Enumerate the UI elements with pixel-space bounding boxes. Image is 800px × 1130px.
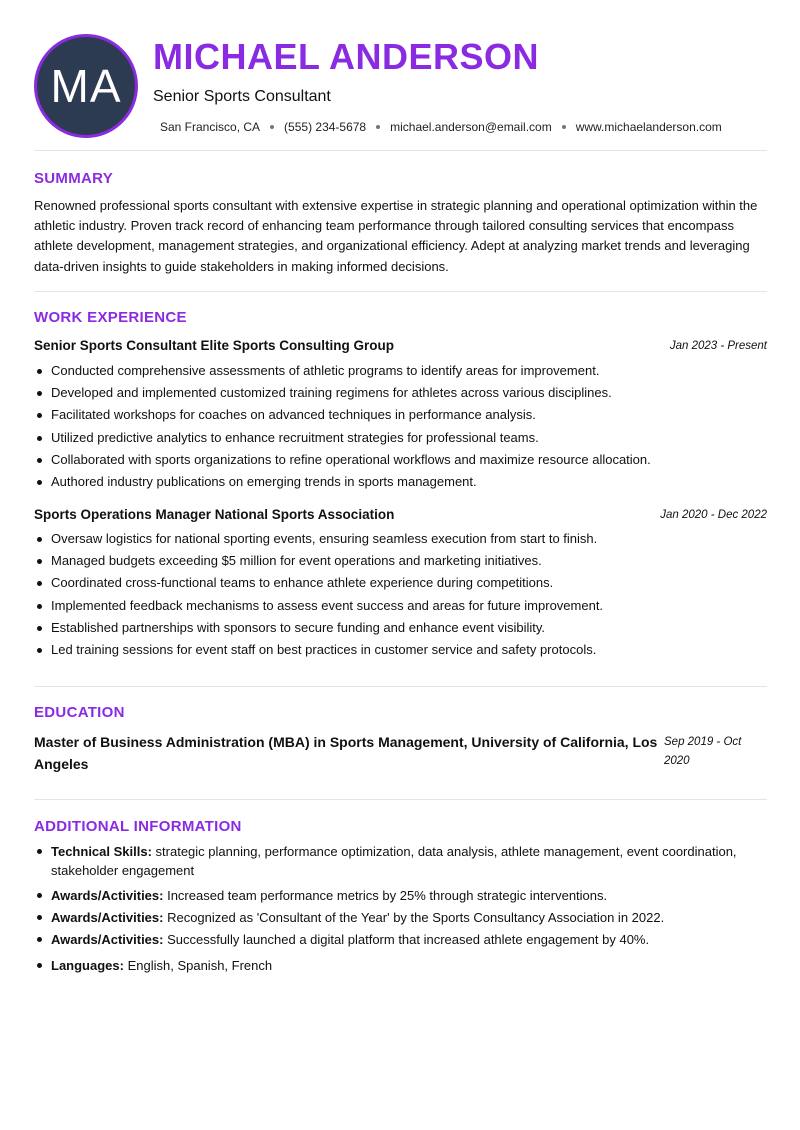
list-item: Authored industry publications on emerging trends in sports management. bbox=[34, 471, 767, 493]
summary-text: Renowned professional sports consultant with extensive expertise in strategic planning and operational optimization within the athletic industry. Proven track record of enhancing team performance through tailored consulting services that encompass athlete development, management strategies, and organizational efficiency. Adept at analyzing market trends and leveraging data-driven insights to guide stakeholders in making informed decisions. bbox=[34, 198, 758, 274]
separator-dot bbox=[562, 125, 566, 129]
education-date: Sep 2019 - Oct 2020 bbox=[664, 736, 742, 767]
education-heading: EDUCATION bbox=[34, 704, 125, 721]
separator-dot bbox=[270, 125, 274, 129]
list-item: Implemented feedback mechanisms to assess event success and areas for future improvement. bbox=[34, 595, 767, 617]
list-item: Coordinated cross-functional teams to enhance athlete experience during competitions. bbox=[34, 572, 767, 594]
info-value: Recognized as 'Consultant of the Year' by the Sports Consultancy Association in 2022. bbox=[163, 910, 665, 925]
list-item: Managed budgets exceeding $5 million for event operations and marketing initiatives. bbox=[34, 550, 767, 572]
list-item: Led training sessions for event staff on best practices in customer service and safety protocols. bbox=[34, 639, 767, 661]
contact-line bbox=[160, 120, 722, 134]
contact-phone: (555) 234-5678 bbox=[284, 120, 367, 134]
list-item: Developed and implemented customized training regimens for athletes across various disciplines. bbox=[34, 382, 767, 404]
info-key: Technical Skills: bbox=[51, 844, 152, 859]
additional-info-list bbox=[34, 842, 767, 975]
resume-header bbox=[0, 0, 800, 150]
info-value: English, Spanish, French bbox=[123, 958, 273, 973]
work-experience-heading: WORK EXPERIENCE bbox=[34, 309, 187, 326]
contact-location: San Francisco, CA bbox=[160, 120, 261, 134]
separator-dot bbox=[376, 125, 380, 129]
contact-email[interactable]: michael.anderson@email.com bbox=[390, 120, 552, 134]
info-value: Successfully launched a digital platform that increased athlete engagement by 40%. bbox=[163, 932, 650, 947]
list-item bbox=[34, 930, 767, 956]
list-item: Facilitated workshops for coaches on advanced techniques in performance analysis. bbox=[34, 404, 767, 426]
section-divider bbox=[34, 799, 767, 800]
job-bullets bbox=[34, 360, 767, 493]
section-divider bbox=[34, 150, 767, 151]
job-title: Senior Sports Consultant Elite Sports Consulting Group bbox=[34, 338, 395, 353]
section-divider bbox=[34, 686, 767, 687]
info-key: Awards/Activities: bbox=[51, 910, 164, 925]
additional-info-heading: ADDITIONAL INFORMATION bbox=[34, 818, 242, 835]
list-item: Oversaw logistics for national sporting events, ensuring seamless execution from start to finish. bbox=[34, 528, 767, 550]
job-header bbox=[34, 507, 767, 527]
list-item: Conducted comprehensive assessments of athletic programs to identify areas for improvement. bbox=[34, 360, 767, 382]
list-item: Established partnerships with sponsors to secure funding and enhance event visibility. bbox=[34, 617, 767, 639]
job-title: Sports Operations Manager National Sports Association bbox=[34, 507, 395, 522]
list-item bbox=[34, 886, 767, 908]
avatar: MA bbox=[34, 34, 138, 138]
job-date: Jan 2020 - Dec 2022 bbox=[660, 509, 767, 521]
contact-website[interactable]: www.michaelanderson.com bbox=[575, 120, 722, 134]
summary-heading: SUMMARY bbox=[34, 170, 114, 187]
info-value: strategic planning, performance optimization, data analysis, athlete management, event coordination, stakeholder engagement bbox=[51, 844, 737, 878]
list-item bbox=[34, 908, 767, 930]
candidate-role: Senior Sports Consultant bbox=[153, 88, 331, 105]
list-item: Utilized predictive analytics to enhance recruitment strategies for professional teams. bbox=[34, 427, 767, 449]
info-value: Increased team performance metrics by 25% through strategic interventions. bbox=[163, 888, 608, 903]
job-bullets bbox=[34, 528, 767, 661]
list-item: Collaborated with sports organizations to refine operational workflows and maximize resource allocation. bbox=[34, 449, 767, 471]
info-key: Languages: bbox=[51, 958, 124, 973]
job-header bbox=[34, 338, 767, 358]
candidate-name: MICHAEL ANDERSON bbox=[153, 36, 540, 77]
degree: Master of Business Administration (MBA) in Sports Management, University of California, Los Angeles bbox=[34, 734, 658, 772]
education-entry bbox=[34, 731, 767, 781]
job-date: Jan 2023 - Present bbox=[669, 340, 767, 352]
list-item bbox=[34, 842, 767, 886]
info-key: Awards/Activities: bbox=[51, 888, 164, 903]
info-key: Awards/Activities: bbox=[51, 932, 164, 947]
list-item bbox=[34, 956, 767, 975]
section-divider bbox=[34, 291, 767, 292]
